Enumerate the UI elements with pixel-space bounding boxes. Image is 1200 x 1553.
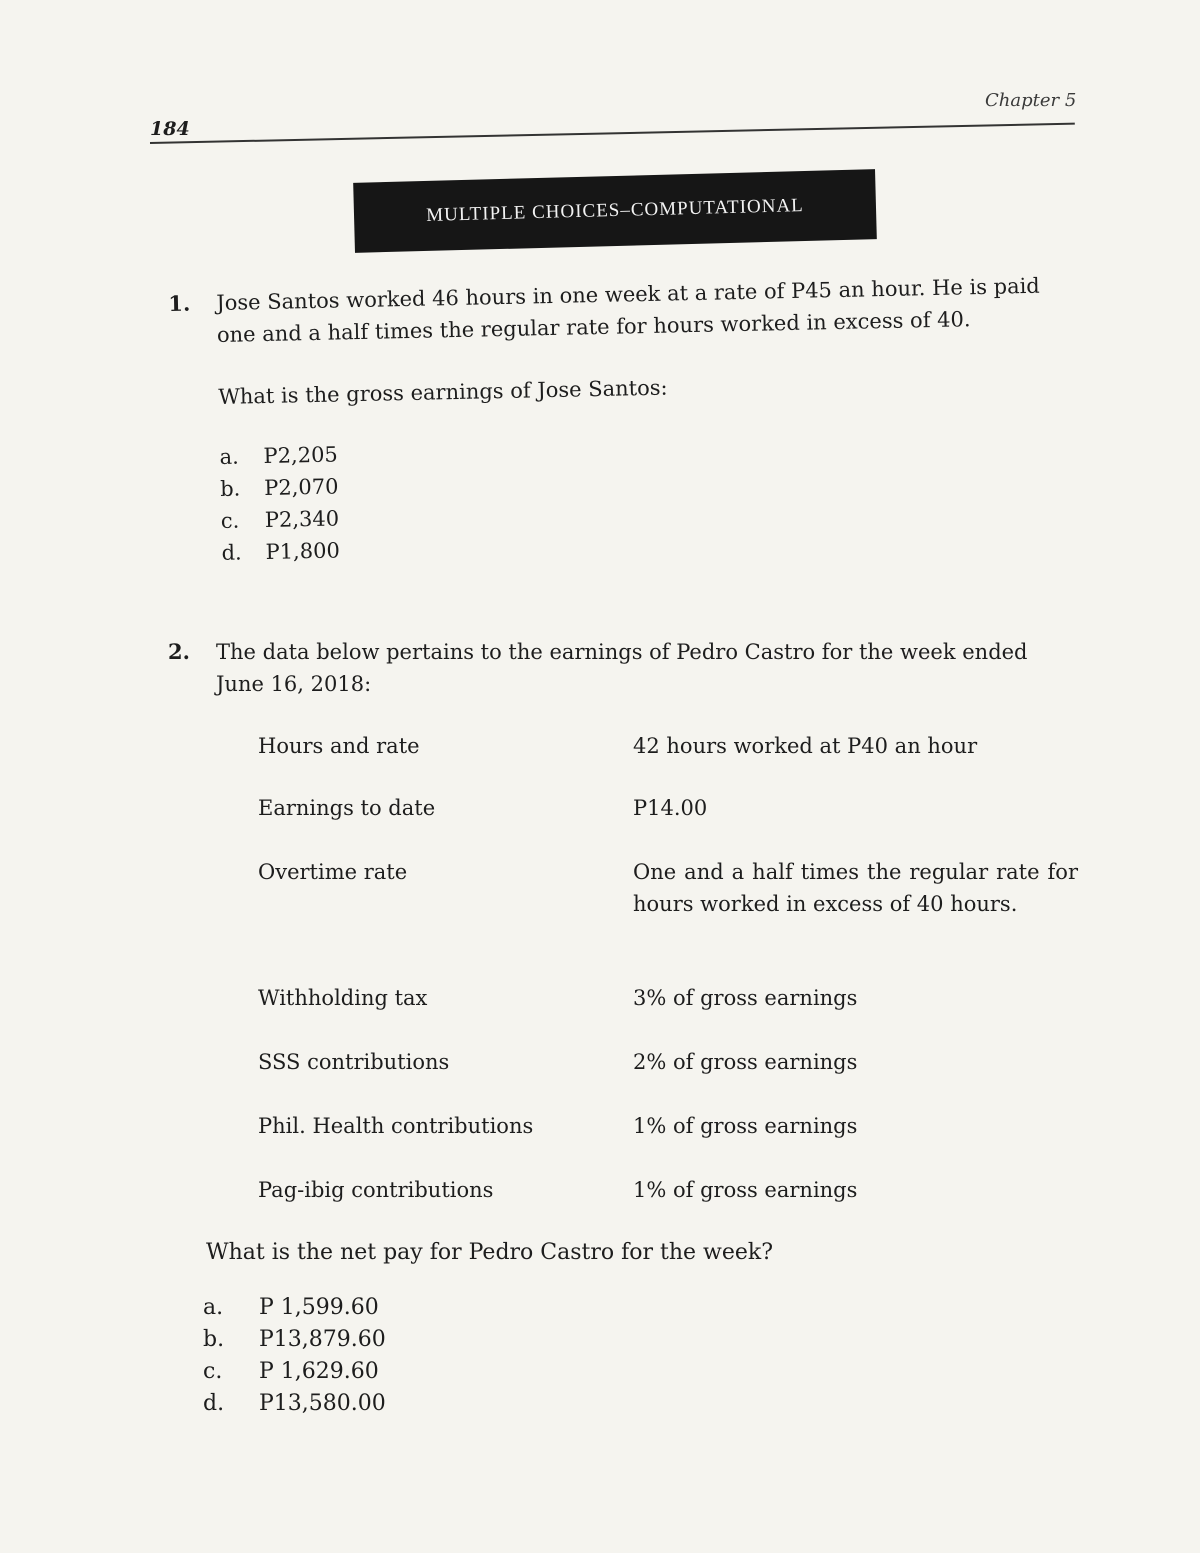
choice-a[interactable]	[203, 1292, 386, 1324]
data-label: Pag-ibig contributions	[258, 1178, 494, 1202]
data-label: Overtime rate	[258, 860, 408, 884]
data-value: One and a half times the regular rate for hours worked in excess of 40 hours.	[633, 860, 1078, 916]
choice-letter: a.	[219, 444, 239, 469]
header-rule	[150, 123, 1075, 144]
question-text: The data below pertains to the earnings of Pedro Castro for the week ended June 16, 2018:	[216, 640, 1028, 696]
data-row	[258, 1046, 1088, 1110]
data-value: 2% of gross earnings	[633, 1050, 858, 1074]
question-body	[216, 636, 1076, 700]
data-label: Hours and rate	[258, 734, 420, 758]
question-number: 2.	[168, 639, 190, 664]
question-body	[216, 269, 1082, 569]
data-row	[258, 1110, 1088, 1174]
choice-value: P1,800	[265, 538, 341, 565]
question-prompt: What is the net pay for Pedro Castro for the week?	[206, 1240, 774, 1265]
choice-b[interactable]	[203, 1324, 386, 1356]
page-number: 184	[150, 118, 190, 140]
choice-value: P 1,599.60	[259, 1295, 379, 1320]
choice-letter: d.	[221, 540, 242, 565]
choice-letter: c.	[220, 508, 240, 533]
choice-value: P2,070	[263, 474, 339, 501]
choice-list	[203, 1292, 386, 1420]
choice-list	[219, 423, 1081, 569]
choice-value: P2,205	[263, 442, 339, 469]
data-row	[258, 982, 1088, 1046]
choice-letter: b.	[219, 476, 241, 501]
data-row	[258, 1174, 1088, 1214]
data-row	[258, 792, 1088, 856]
data-value: P14.00	[633, 796, 708, 820]
data-label: Phil. Health contributions	[258, 1114, 534, 1138]
chapter-label: Chapter 5	[985, 90, 1077, 111]
data-row	[258, 730, 1088, 792]
section-banner	[353, 169, 877, 253]
choice-value: P13,879.60	[259, 1327, 386, 1352]
earnings-data-table	[258, 730, 1088, 1214]
choice-value: P2,340	[264, 506, 340, 533]
choice-letter: c.	[203, 1359, 223, 1384]
data-label: Withholding tax	[258, 986, 428, 1010]
data-label: Earnings to date	[258, 796, 436, 820]
data-row	[258, 856, 1088, 982]
choice-letter: d.	[203, 1391, 225, 1416]
choice-c[interactable]	[203, 1356, 386, 1388]
question-prompt: What is the gross earnings of Jose Santos:	[218, 375, 668, 409]
section-title: MULTIPLE CHOICES–COMPUTATIONAL	[425, 195, 805, 226]
data-label: SSS contributions	[258, 1050, 450, 1074]
data-value: 42 hours worked at P40 an hour	[633, 734, 978, 758]
data-value: 1% of gross earnings	[633, 1178, 858, 1202]
question-number: 1.	[168, 290, 191, 316]
choice-letter: b.	[203, 1327, 225, 1352]
data-value: 3% of gross earnings	[633, 986, 858, 1010]
choice-letter: a.	[203, 1295, 224, 1320]
choice-d[interactable]	[203, 1388, 386, 1420]
choice-value: P13,580.00	[259, 1391, 386, 1416]
question-text: Jose Santos worked 46 hours in one week at a rate of P45 an hour. He is paid one and a half times the regular rate for hours worked in excess of 40.	[216, 273, 1040, 347]
choice-value: P 1,629.60	[259, 1359, 379, 1384]
data-value: 1% of gross earnings	[633, 1114, 858, 1138]
